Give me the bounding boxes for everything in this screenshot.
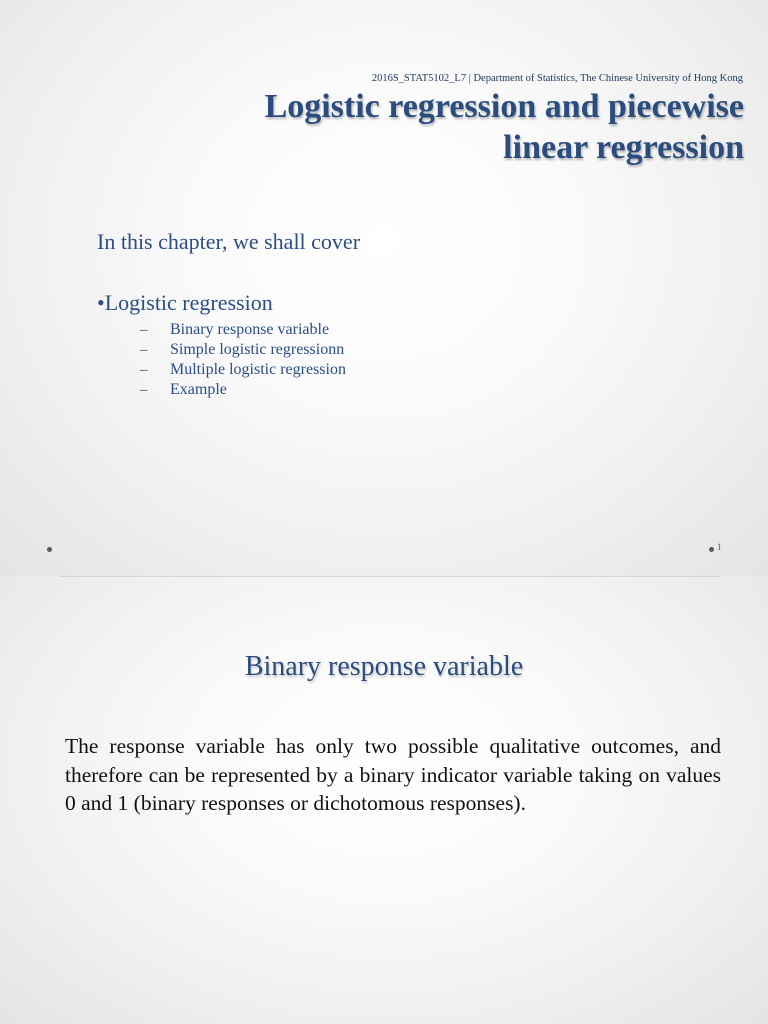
slide-title-line-2: linear regression (503, 129, 744, 166)
dash-bullet: – (140, 362, 148, 378)
body-paragraph: The response variable has only two possible qualitative outcomes, and therefore can be represented by a binary indicator variable taking on values 0 and 1 (binary responses or dichotomous responses). (65, 734, 721, 815)
chapter-intro: In this chapter, we shall cover (97, 229, 361, 254)
slide-title (94, 86, 744, 168)
list-item-label: Multiple logistic regression (170, 361, 346, 378)
slide-title: Binary response variable (244, 651, 524, 682)
dash-bullet: – (140, 342, 148, 358)
dash-bullet: – (140, 322, 148, 338)
list-item (140, 321, 346, 341)
topic-heading: •Logistic regression (97, 290, 273, 315)
page-number: 1 (717, 542, 722, 552)
list-item-label: Simple logistic regressionn (170, 341, 345, 358)
list-item-label: Binary response variable (170, 321, 330, 338)
slide-title-line-1: Logistic regression and piecewise (264, 88, 744, 125)
footer-dot-icon (47, 547, 52, 552)
course-header: 2016S_STAT5102_L7 | Department of Statistics, The Chinese University of Hong Kong (371, 73, 743, 84)
list-item (140, 361, 346, 381)
dash-bullet: – (140, 382, 148, 398)
page-dot-icon (709, 547, 714, 552)
list-item-label: Example (170, 381, 227, 398)
list-item (140, 341, 346, 361)
list-item (140, 381, 346, 401)
slide-2 (0, 577, 768, 1024)
topic-subitems (140, 321, 346, 401)
